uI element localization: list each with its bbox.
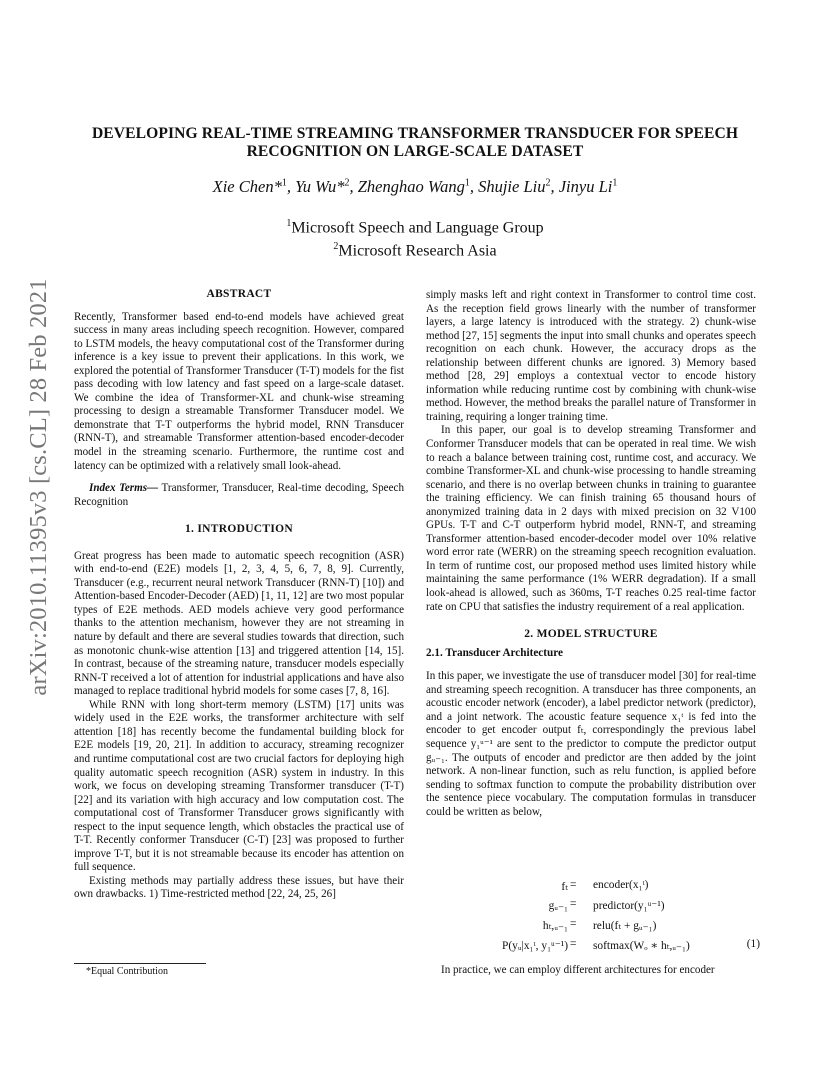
right-paragraph-3: In this paper, we investigate the use of transducer model [30] for real-time and streaming speech recognition. A transducer has three components, an acoustic encoder network (encoder), a label predictor network (predictor), and a joint network. The acoustic feature sequence x₁ᵗ is fed into the encoder to get encoder output fₜ, correspondingly the previous label sequence y₁ᵘ⁻¹ are sent to the predictor to compute the predictor output gᵤ₋₁. The outputs of encoder and predictor are then added by the joint network. A non-linear function, such as relu function, is applied before sending to softmax function to compute the probability distribution over the sentence piece vocabulary. The computation formulas in transducer could be written as below, bbox=[426, 670, 756, 818]
author: Xie Chen*$^1$ bbox=[212, 177, 287, 196]
left-column bbox=[74, 288, 404, 902]
paper-title bbox=[60, 125, 770, 161]
right-column bbox=[426, 289, 756, 819]
right-column-continued bbox=[426, 964, 756, 978]
title-line-1: DEVELOPING REAL-TIME STREAMING TRANSFORMER TRANSDUCER FOR SPEECH bbox=[91, 125, 739, 142]
abstract-text: Recently, Transformer based end-to-end models have achieved great success in many areas including speech recognition. However, compared to LSTM models, the heavy computational cost of the Transformer during inference is a key issue to prevent their applications. In this work, we explored the potential of Transformer Transducer (T-T) models for the fist pass decoding with low latency and fast speed on a large-scale dataset. We combine the idea of Transformer-XL and chunk-wise streaming processing to design a streamable Transformer Transducer model. We demonstrate that T-T outperforms the hybrid model, RNN Transducer (RNN-T), and streamable Transformer attention-based encoder-decoder model in the streaming scenario. Furthermore, the runtime cost and latency can be optimized with a relatively small look-ahead. bbox=[74, 310, 404, 472]
author: Yu Wu*$^2$ bbox=[295, 177, 350, 196]
author: Zhenghao Wang$^1$ bbox=[357, 177, 470, 196]
subsection-2-1-heading: 2.1. Transducer Architecture bbox=[426, 646, 563, 659]
author-list: Xie Chen*$^1$, Yu Wu*$^2$, Zhenghao Wang$^1$, Shujie Liu$^2$, Jinyu Li$^1$ bbox=[212, 177, 618, 196]
footnote: *Equal Contribution bbox=[86, 966, 168, 977]
right-paragraph-1: simply masks left and right context in Transformer to control time cost. As the reception field grows linearly with the number of transformer layers, a large latency is introduced with the strategy. 2) chunk-wise method [27, 15] segments the input into small chunks and operates speech recognition on each chunk. However, the accuracy drops as the relationship between different chunks are ignored. 3) Memory based method [28, 29] employs a contextual vector to encode history information while reducing runtime cost by combining with chunk-wise method. However, the method breaks the parallel nature of Transformer in training, requiring a longer training time. bbox=[426, 289, 756, 423]
affiliation: $^1$Microsoft Speech and Language Group bbox=[286, 218, 544, 237]
intro-paragraph-1: Great progress has been made to automatic speech recognition (ASR) with end-to-end (E2E) models [1, 2, 3, 4, 5, 6, 7, 8, 9]. Currently, Transducer (e.g., recurrent neural network Transducer (RNN-T) [10]) and Attention-based Encoder-Decoder (AED) [1, 11, 12] are two most popular types of E2E methods. AED models achieve very good performance thanks to the attention mechanism, however they are not streaming in nature by default and there are several studies towards that direction, such as monotonic chunk-wise attention [13] and triggered attention [14, 15]. In contrast, because of the streaming nature, transducer models especially RNN-T received a lot of attention for industrial applications and have also managed to replace traditional hybrid models for some cases [7, 8, 16]. bbox=[74, 549, 404, 698]
equation-row: hₜ,ᵤ₋₁ = relu(fₜ + gᵤ₋₁) bbox=[542, 918, 657, 932]
right-paragraph-2: In this paper, our goal is to develop streaming Transformer and Conformer Transducer models that can be operated in real time. We wish to reach a balance between training cost, runtime cost, and accuracy. We combine Transformer-XL and chunk-wise processing to handle streaming scenario, and there is no overlap between chunks in training to guarantee the training efficiency. We can finish training 65 thousand hours of anonymized training data in 2 days with mixed precision on 32 V100 GPUs. T-T and C-T outperform hybrid model, RNN-T, and streaming Transformer attention-based encoder-decoder model over 10% relative word error rate (WERR) on the streaming speech recognition evaluation. In term of runtime cost, our proposed method uses limited history while maintaining the same performance (1% WERR degradation). If a small look-ahead is allowed, such as 360ms, T-T reaches 0.25 real-time factor rate on CPU that satisfies the industry requirement of a real application. bbox=[426, 424, 756, 613]
index-terms: Index Terms— Transformer, Transducer, Real-time decoding, Speech Recognition bbox=[74, 482, 404, 508]
title-line-2: RECOGNITION ON LARGE-SCALE DATASET bbox=[246, 143, 584, 160]
equation-row: gᵤ₋₁ = predictor(y₁ᵘ⁻¹) bbox=[548, 898, 665, 912]
equation-row: fₜ = encoder(x₁ᵗ) bbox=[561, 879, 649, 893]
abstract-heading: ABSTRACT bbox=[206, 288, 272, 300]
intro-heading: 1. INTRODUCTION bbox=[184, 523, 293, 536]
footnote-rule bbox=[74, 963, 206, 964]
author: Shujie Liu$^2$ bbox=[478, 177, 551, 196]
arxiv-identifier bbox=[14, 278, 64, 696]
equation-row: P(yᵤ|x₁ᵗ, y₁ᵘ⁻¹) = softmax(Wₒ ∗ hₜ,ᵤ₋₁) (1) bbox=[502, 938, 760, 952]
intro-paragraph-3: Existing methods may partially address these issues, but have their own drawbacks. 1) Time-restricted method [22, 24, 25, 26] bbox=[74, 874, 404, 901]
right-paragraph-4: In practice, we can employ different architectures for encoder bbox=[441, 964, 715, 976]
affiliation: $^2$Microsoft Research Asia bbox=[333, 241, 497, 260]
section-2-heading: 2. MODEL STRUCTURE bbox=[524, 628, 658, 641]
author: Jinyu Li$^1$ bbox=[558, 177, 618, 196]
arxiv-id-text: arXiv:2010.11395v3 [cs.CL] 28 Feb 2021 bbox=[25, 278, 52, 696]
intro-paragraph-2: While RNN with long short-term memory (LSTM) [17] units was widely used in the E2E works, the transformer architecture with self attention [18] has recently become the fundamental building block for E2E models [19, 20, 21]. In addition to accuracy, streaming recognizer and runtime computational cost are two crucial factors for deploying high quality automatic speech recognition (ASR) system in industry. In this work, we focus on developing streaming Transformer transducer (T-T) [22] and its variation with high accuracy and low computation cost. The computational cost of Transformer Transducer grows significantly with respect to the input sequence length, which obstacles the practical use of T-T. Recently conformer Transducer (C-T) [23] was proposed to further improve T-T, but it is not streamable because its encoder has attention on full sequence. bbox=[74, 698, 404, 874]
affiliations bbox=[60, 214, 770, 261]
equation-number: (1) bbox=[746, 938, 760, 950]
